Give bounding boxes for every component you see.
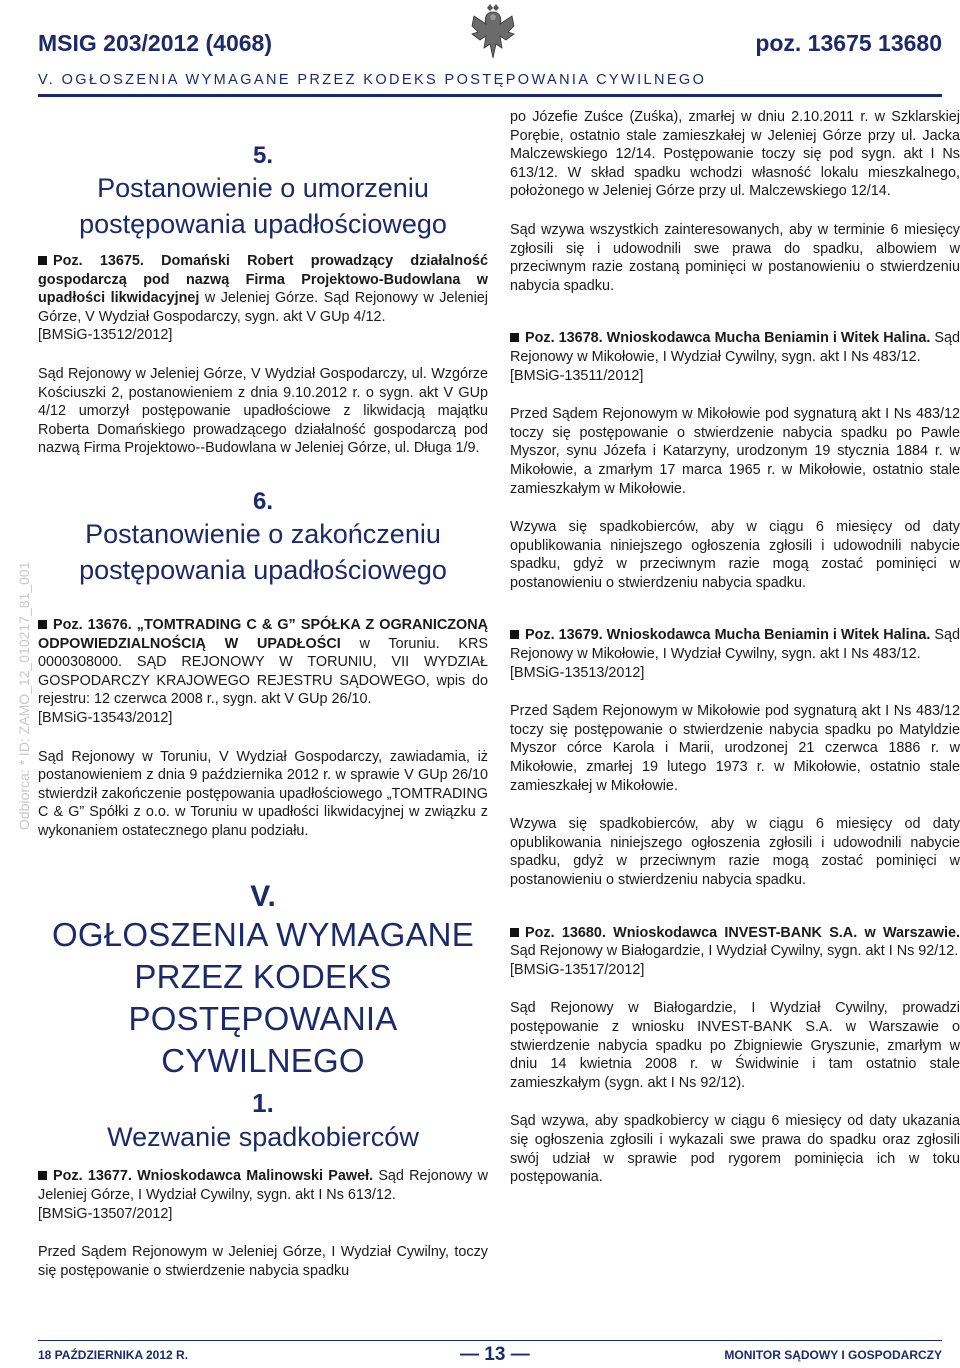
footer-publication: MONITOR SĄDOWY I GOSPODARCZY: [724, 1348, 942, 1362]
polish-eagle-emblem-icon: [468, 2, 518, 60]
entry-13677-body: Przed Sądem Rejonowym w Jeleniej Górze, I Wydział Cywilny, toczy się postępowanie o stwierdzenie nabycia spadku: [38, 1244, 488, 1279]
bullet-icon: [510, 630, 519, 639]
bullet-icon: [38, 1171, 47, 1180]
entry-13675-header: Poz. 13675. Domański Robert prowadzący działalność gospodarczą pod nazwą Firma Projektowo-Budowlana w upadłości likwidacyjnej w Jeleniej Górze. Sąd Rejonowy w Jeleniej Górze, V Wydział Gospodarczy, sygn. akt V GUp 4/12.: [38, 253, 489, 325]
section-6-number: 6.: [252, 487, 273, 515]
entry-13679-call: Wzywa się spadkobierców, aby w ciągu 6 miesięcy od daty opublikowania niniejszego ogłoszenia zgłosili i udowodnili nabycie spadku, gdyż w przeciwnym razie mogą zostać pominięci w postanowieniu o stwierdzeniu nabycia spadku.: [510, 816, 960, 888]
footer-date: 18 PAŹDZIERNIKA 2012 R.: [38, 1348, 189, 1362]
page-number: — 13 —: [460, 1344, 530, 1365]
entry-13678-call: Wzywa się spadkobierców, aby w ciągu 6 miesięcy od daty opublikowania niniejszego ogłoszenia zgłosili i udowodnili nabycie spadku, gdyż w przeciwnym razie mogą zostać pominięci w postanowieniu o stwierdzeniu nabycia spadku.: [510, 519, 960, 591]
bullet-icon: [510, 928, 519, 937]
entry-13677-continuation: po Józefie Zuśce (Zuśka), zmarłej w dniu 2.10.2011 r. w Szklarskiej Porębie, ostatnio stale zamieszkałej w Jeleniej Górze przy ul. Jacka Malczewskiego 12/14. Postępowanie toczy się pod sygn. akt I Ns 613/12. W skład spadku wchodzi własność lokalu mieszkalnego, położonego w Jeleniej Górze przy ul. Malczewskiego 12/14.: [510, 109, 960, 200]
bullet-icon: [38, 620, 47, 629]
section-header: V. OGŁOSZENIA WYMAGANE PRZEZ KODEKS POSTĘPOWANIA CYWILNEGO: [38, 72, 707, 88]
section-5-title: Postanowienie o umorzeniu postępowania upadłościowego: [79, 173, 447, 239]
bullet-icon: [510, 333, 519, 342]
entry-13677-call: Sąd wzywa wszystkich zainteresowanych, aby w terminie 6 miesięcy zgłosili się i udowodnili swe prawa do spadku, albowiem w przeciwnym razie zostaną pominięci w postanowieniu o stwierdzeniu nabycia spadku.: [510, 221, 960, 294]
entry-13678-ref: [BMSiG-13511/2012]: [510, 367, 644, 384]
section-6-title: Postanowienie o zakończeniu postępowania upadłościowego: [79, 518, 447, 585]
section-1-number: 1.: [252, 1088, 274, 1119]
position-range: poz. 13675 13680: [755, 30, 942, 56]
entry-13675-body: Sąd Rejonowy w Jeleniej Górze, V Wydział Gospodarczy, ul. Wzgórze Kościuszki 2, postanowieniem z dnia 9.10.2012 r. o sygn. akt V GUp 4/12 umorzył postępowanie upadłościowe z likwidacją majątku Roberta Domańskiego prowadzącego działalność gospodarczą pod nazwą Firma Projektowo--Budowlana w Jeleniej Górze, ul. Długa 1/9.: [38, 365, 488, 457]
chapter-v-title: OGŁOSZENIA WYMAGANE PRZEZ KODEKS POSTĘPOWANIA CYWILNEGO: [52, 916, 474, 1080]
chapter-v-number: V.: [250, 880, 276, 914]
header-rule: [38, 94, 942, 97]
footer-rule: [38, 1340, 942, 1341]
entry-13678-body: Przed Sądem Rejonowym w Mikołowie pod sygnaturą akt I Ns 483/12 toczy się postępowanie o stwierdzenie nabycia spadku po Pawle Myszor, synu Józefa i Katarzyny, urodzonym 19 stycznia 1884 r. w Mikołowie, a zmarłym 17 marca 1965 r. w Mikołowie, ostatnio stale zamieszkałym w Mikołowie.: [510, 406, 960, 497]
entry-13676-ref: [BMSiG-13543/2012]: [38, 709, 173, 726]
section-5-number: 5.: [252, 142, 273, 169]
issue-number: MSIG 203/2012 (4068): [38, 30, 272, 56]
entry-13680-call: Sąd wzywa, aby spadkobiercy w ciągu 6 miesięcy od daty ukazania się ogłoszenia zgłosili i wykazali swe prawa do spadku oraz zgłosili swój udział w sprawie pod rygorem pominięcia ich w toku postępowania.: [510, 1113, 960, 1186]
entry-13680-body: Sąd Rejonowy w Białogardzie, I Wydział Cywilny, prowadzi postępowanie z wniosku INVEST-BANK S.A. w Warszawie o stwierdzenie nabycia spadku po Zbigniewie Gryszunie, zmarłym w dniu 14 kwietnia 2008 r. w Świdwinie i tam ostatnio stale zamieszkałym (sygn. akt I Ns 92/12).: [510, 1000, 960, 1091]
recipient-side-label: Odbiorca: * ID: ZAMO_12_010217_81_001: [16, 561, 32, 830]
right-column: [510, 108, 960, 1187]
entry-13679-body: Przed Sądem Rejonowym w Mikołowie pod sygnaturą akt I Ns 483/12 toczy się postępowanie o stwierdzenie nabycia spadku po Matyldzie Myszor córce Karola i Marii, urodzonej 21 czerwca 1886 r. w Mikołowie, zmarłej 19 lutego 1973 r. w Mikołowie, ostatnio stale zamieszkałej w Mikołowie.: [510, 703, 960, 794]
section-1-title: Wezwanie spadkobierców: [107, 1122, 419, 1153]
entry-13680-ref: [BMSiG-13517/2012]: [510, 961, 645, 978]
left-column: [38, 108, 488, 1280]
entry-13677-header: Poz. 13677. Wnioskodawca Malinowski Paweł. Sąd Rejonowy w Jeleniej Górze, I Wydział Cywilny, sygn. akt I Ns 613/12.: [38, 1168, 488, 1204]
entry-13679-ref: [BMSiG-13513/2012]: [510, 664, 645, 681]
entry-13676-header: Poz. 13676. „TOMTRADING C & G” SPÓŁKA Z OGRANICZONĄ ODPOWIEDZIALNOŚCIĄ W UPADŁOŚCI w Toruniu. KRS 0000308000. SĄD REJONOWY W TORUNIU, VII WYDZIAŁ GOSPODARCZY KRAJOWEGO REJESTRU SĄDOWEGO, wpis do rejestru: 12 czerwca 2008 r., sygn. akt V GUp 26/10.: [38, 616, 488, 708]
bullet-icon: [38, 256, 47, 265]
entry-13678-header: Poz. 13678. Wnioskodawca Mucha Beniamin i Witek Halina. Sąd Rejonowy w Mikołowie, I Wydział Cywilny, sygn. akt I Ns 483/12.: [510, 330, 960, 365]
entry-13675-ref: [BMSiG-13512/2012]: [38, 327, 173, 344]
entry-13677-ref: [BMSiG-13507/2012]: [38, 1205, 173, 1222]
entry-13679-header: Poz. 13679. Wnioskodawca Mucha Beniamin i Witek Halina. Sąd Rejonowy w Mikołowie, I Wydział Cywilny, sygn. akt I Ns 483/12.: [510, 627, 960, 663]
entry-13680-header: Poz. 13680. Wnioskodawca INVEST-BANK S.A. w Warszawie. Sąd Rejonowy w Białogardzie, I Wydział Cywilny, sygn. akt I Ns 92/12.: [510, 924, 960, 960]
entry-13676-body: Sąd Rejonowy w Toruniu, V Wydział Gospodarczy, zawiadamia, iż postanowieniem z dnia 9 października 2012 r. w sprawie V GUp 26/10 stwierdził zakończenie postępowania upadłościowego „TOMTRADING C & G” Spółki z o.o. w Toruniu w upadłości likwidacyjnej w związku z wykonaniem ostatecznego planu podziału.: [38, 748, 488, 839]
